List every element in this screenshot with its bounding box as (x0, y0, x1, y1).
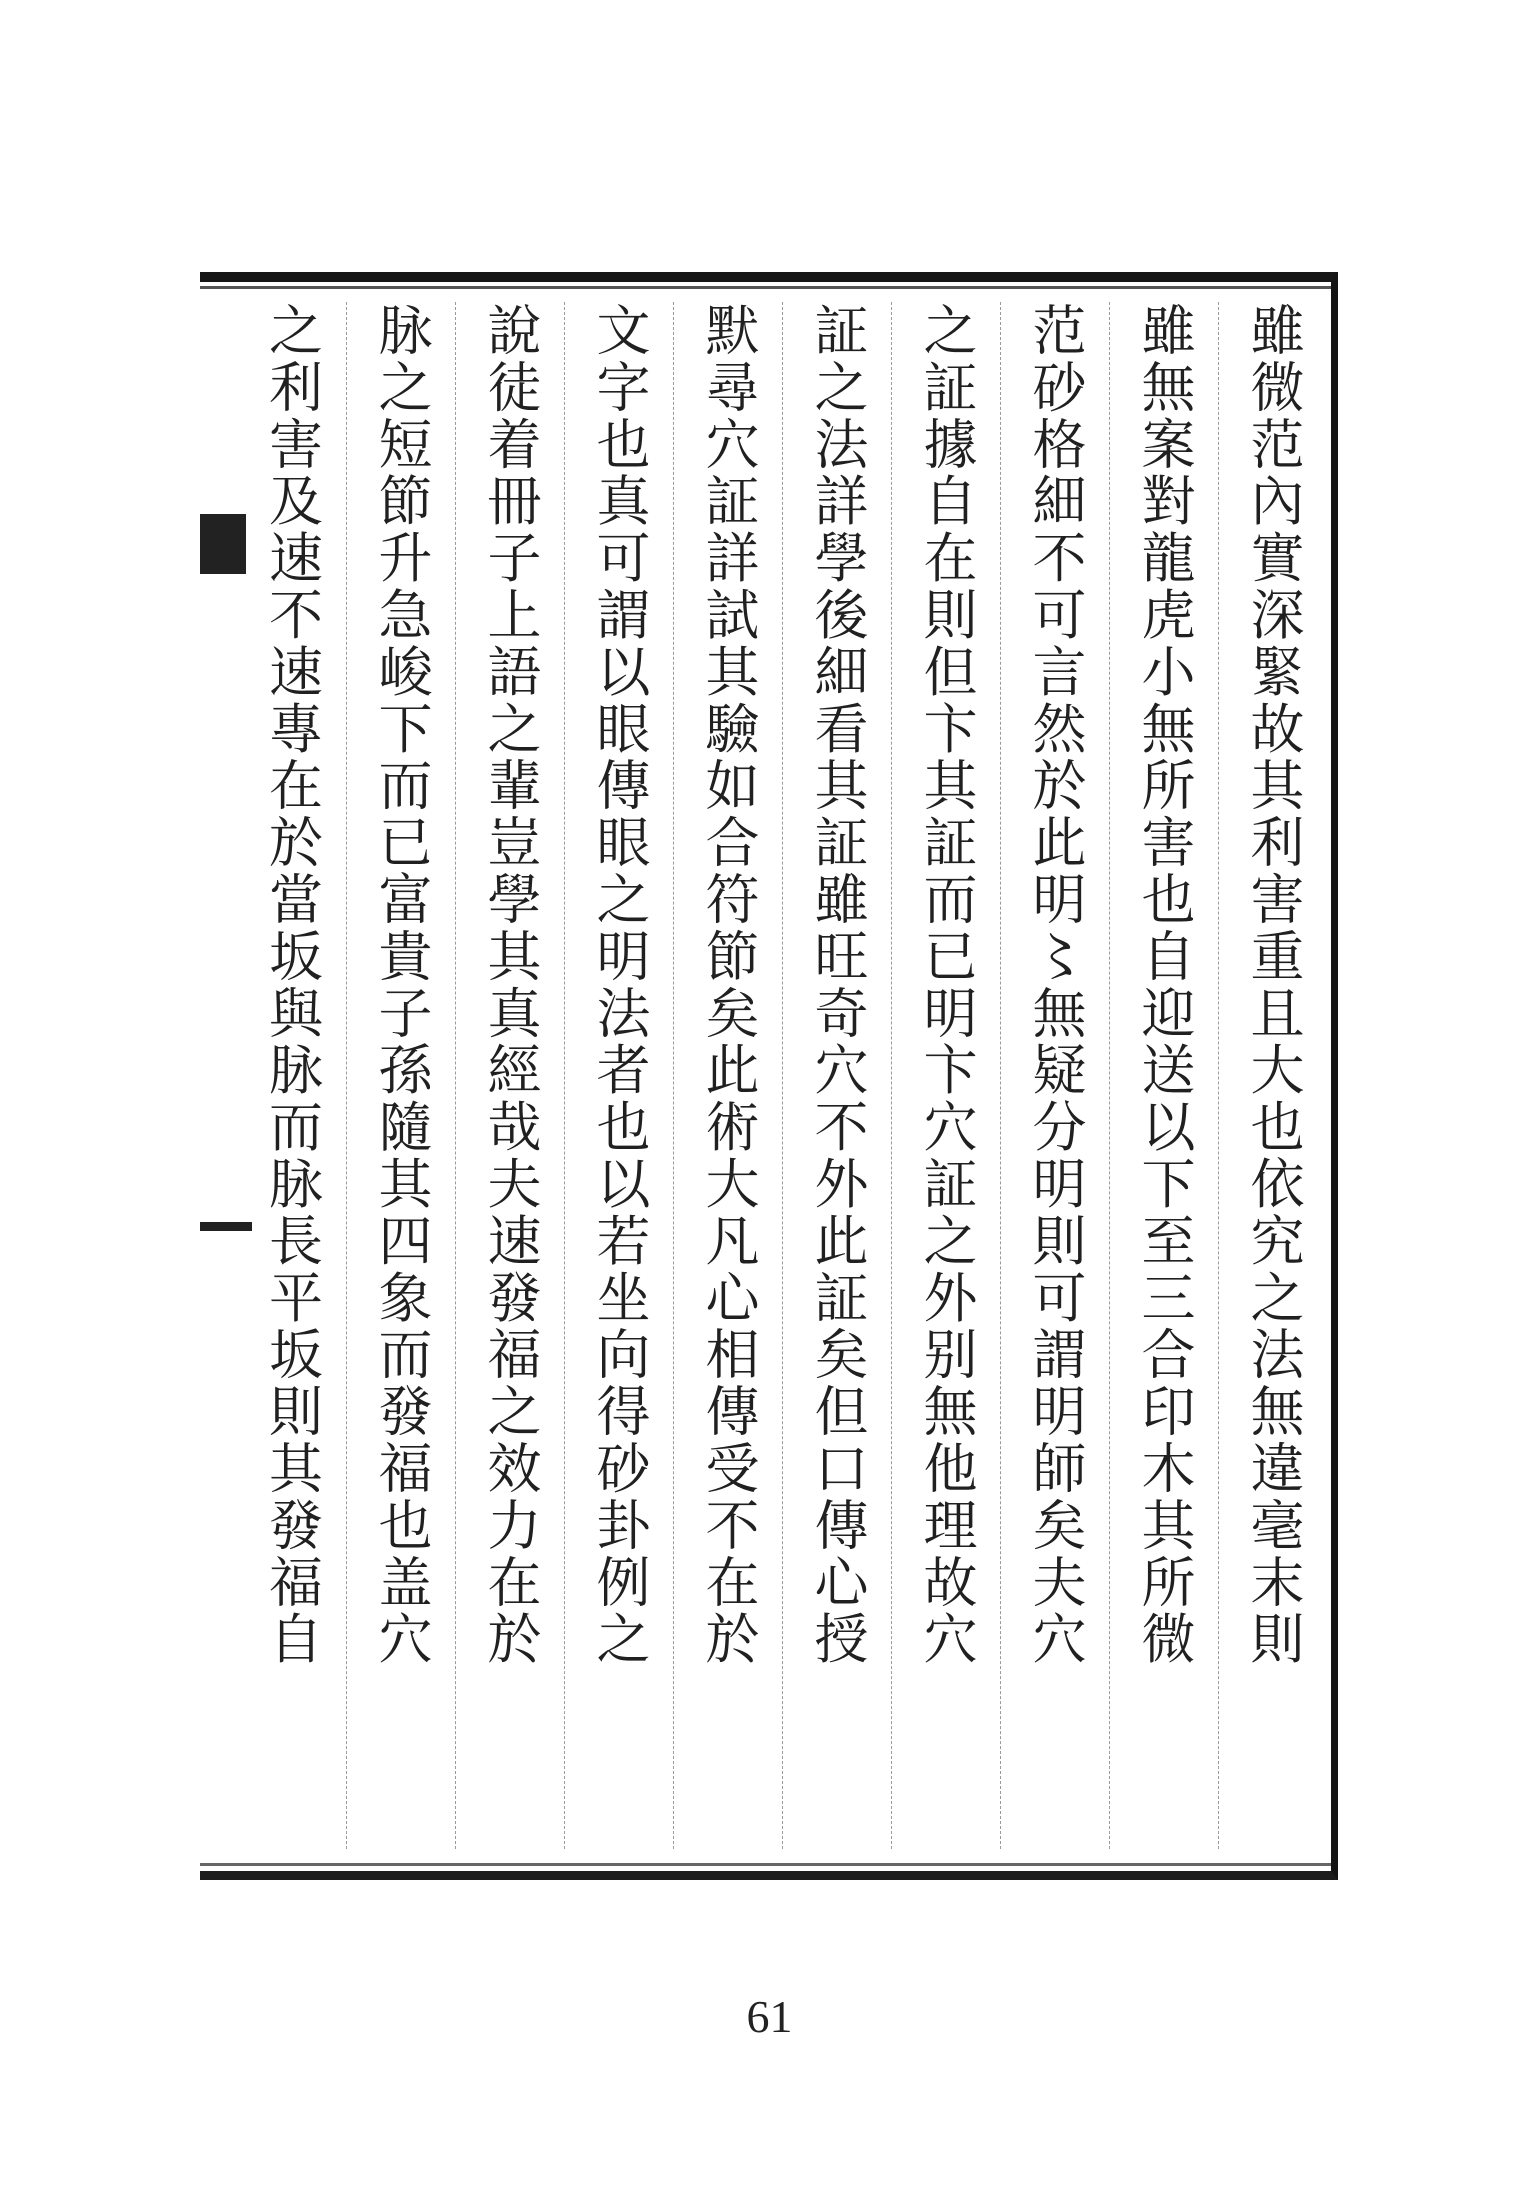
text-column (891, 302, 1000, 1849)
text-column (237, 302, 346, 1849)
text-column (1000, 302, 1109, 1849)
column-text: 默尋穴証詳試其驗如合符節矣此術大凡心相傳受不在於 (697, 302, 760, 1668)
text-columns (237, 302, 1327, 1849)
column-text: 脉之短節升急峻下而已富貴子孫隨其四象而發福也盖穴 (370, 302, 433, 1668)
column-text: 雖無案對龍虎小無所害也自迎送以下至三合印木其所微 (1133, 302, 1196, 1668)
text-column (673, 302, 782, 1849)
text-column (1218, 302, 1327, 1849)
column-text: 說徒着冊子上語之輩豈學其真經哉夫速發福之效力在於 (479, 302, 542, 1668)
text-column (346, 302, 455, 1849)
text-column (1109, 302, 1218, 1849)
column-text: 范砂格細不可言然於此明〻無疑分明則可謂明師矣夫穴 (1024, 302, 1087, 1668)
text-column (564, 302, 673, 1849)
column-text: 之利害及速不速專在於當坂與脉而脉長平坂則其發福自 (260, 302, 324, 1668)
column-text: 雖微范內實深緊故其利害重且大也依究之法無違毫末則 (1242, 302, 1305, 1668)
page-frame (200, 272, 1338, 1880)
column-text: 証之法詳學後細看其証雖旺奇穴不外此証矣但口傳心授 (806, 302, 869, 1668)
column-text: 文字也真可謂以眼傳眼之明法者也以若坐向得砂卦例之 (588, 302, 651, 1668)
text-column (455, 302, 564, 1849)
column-text: 之証據自在則但卞其証而已明卞穴証之外别無他理故穴 (915, 302, 978, 1668)
page-number: 61 (746, 1991, 793, 2042)
text-column (782, 302, 891, 1849)
